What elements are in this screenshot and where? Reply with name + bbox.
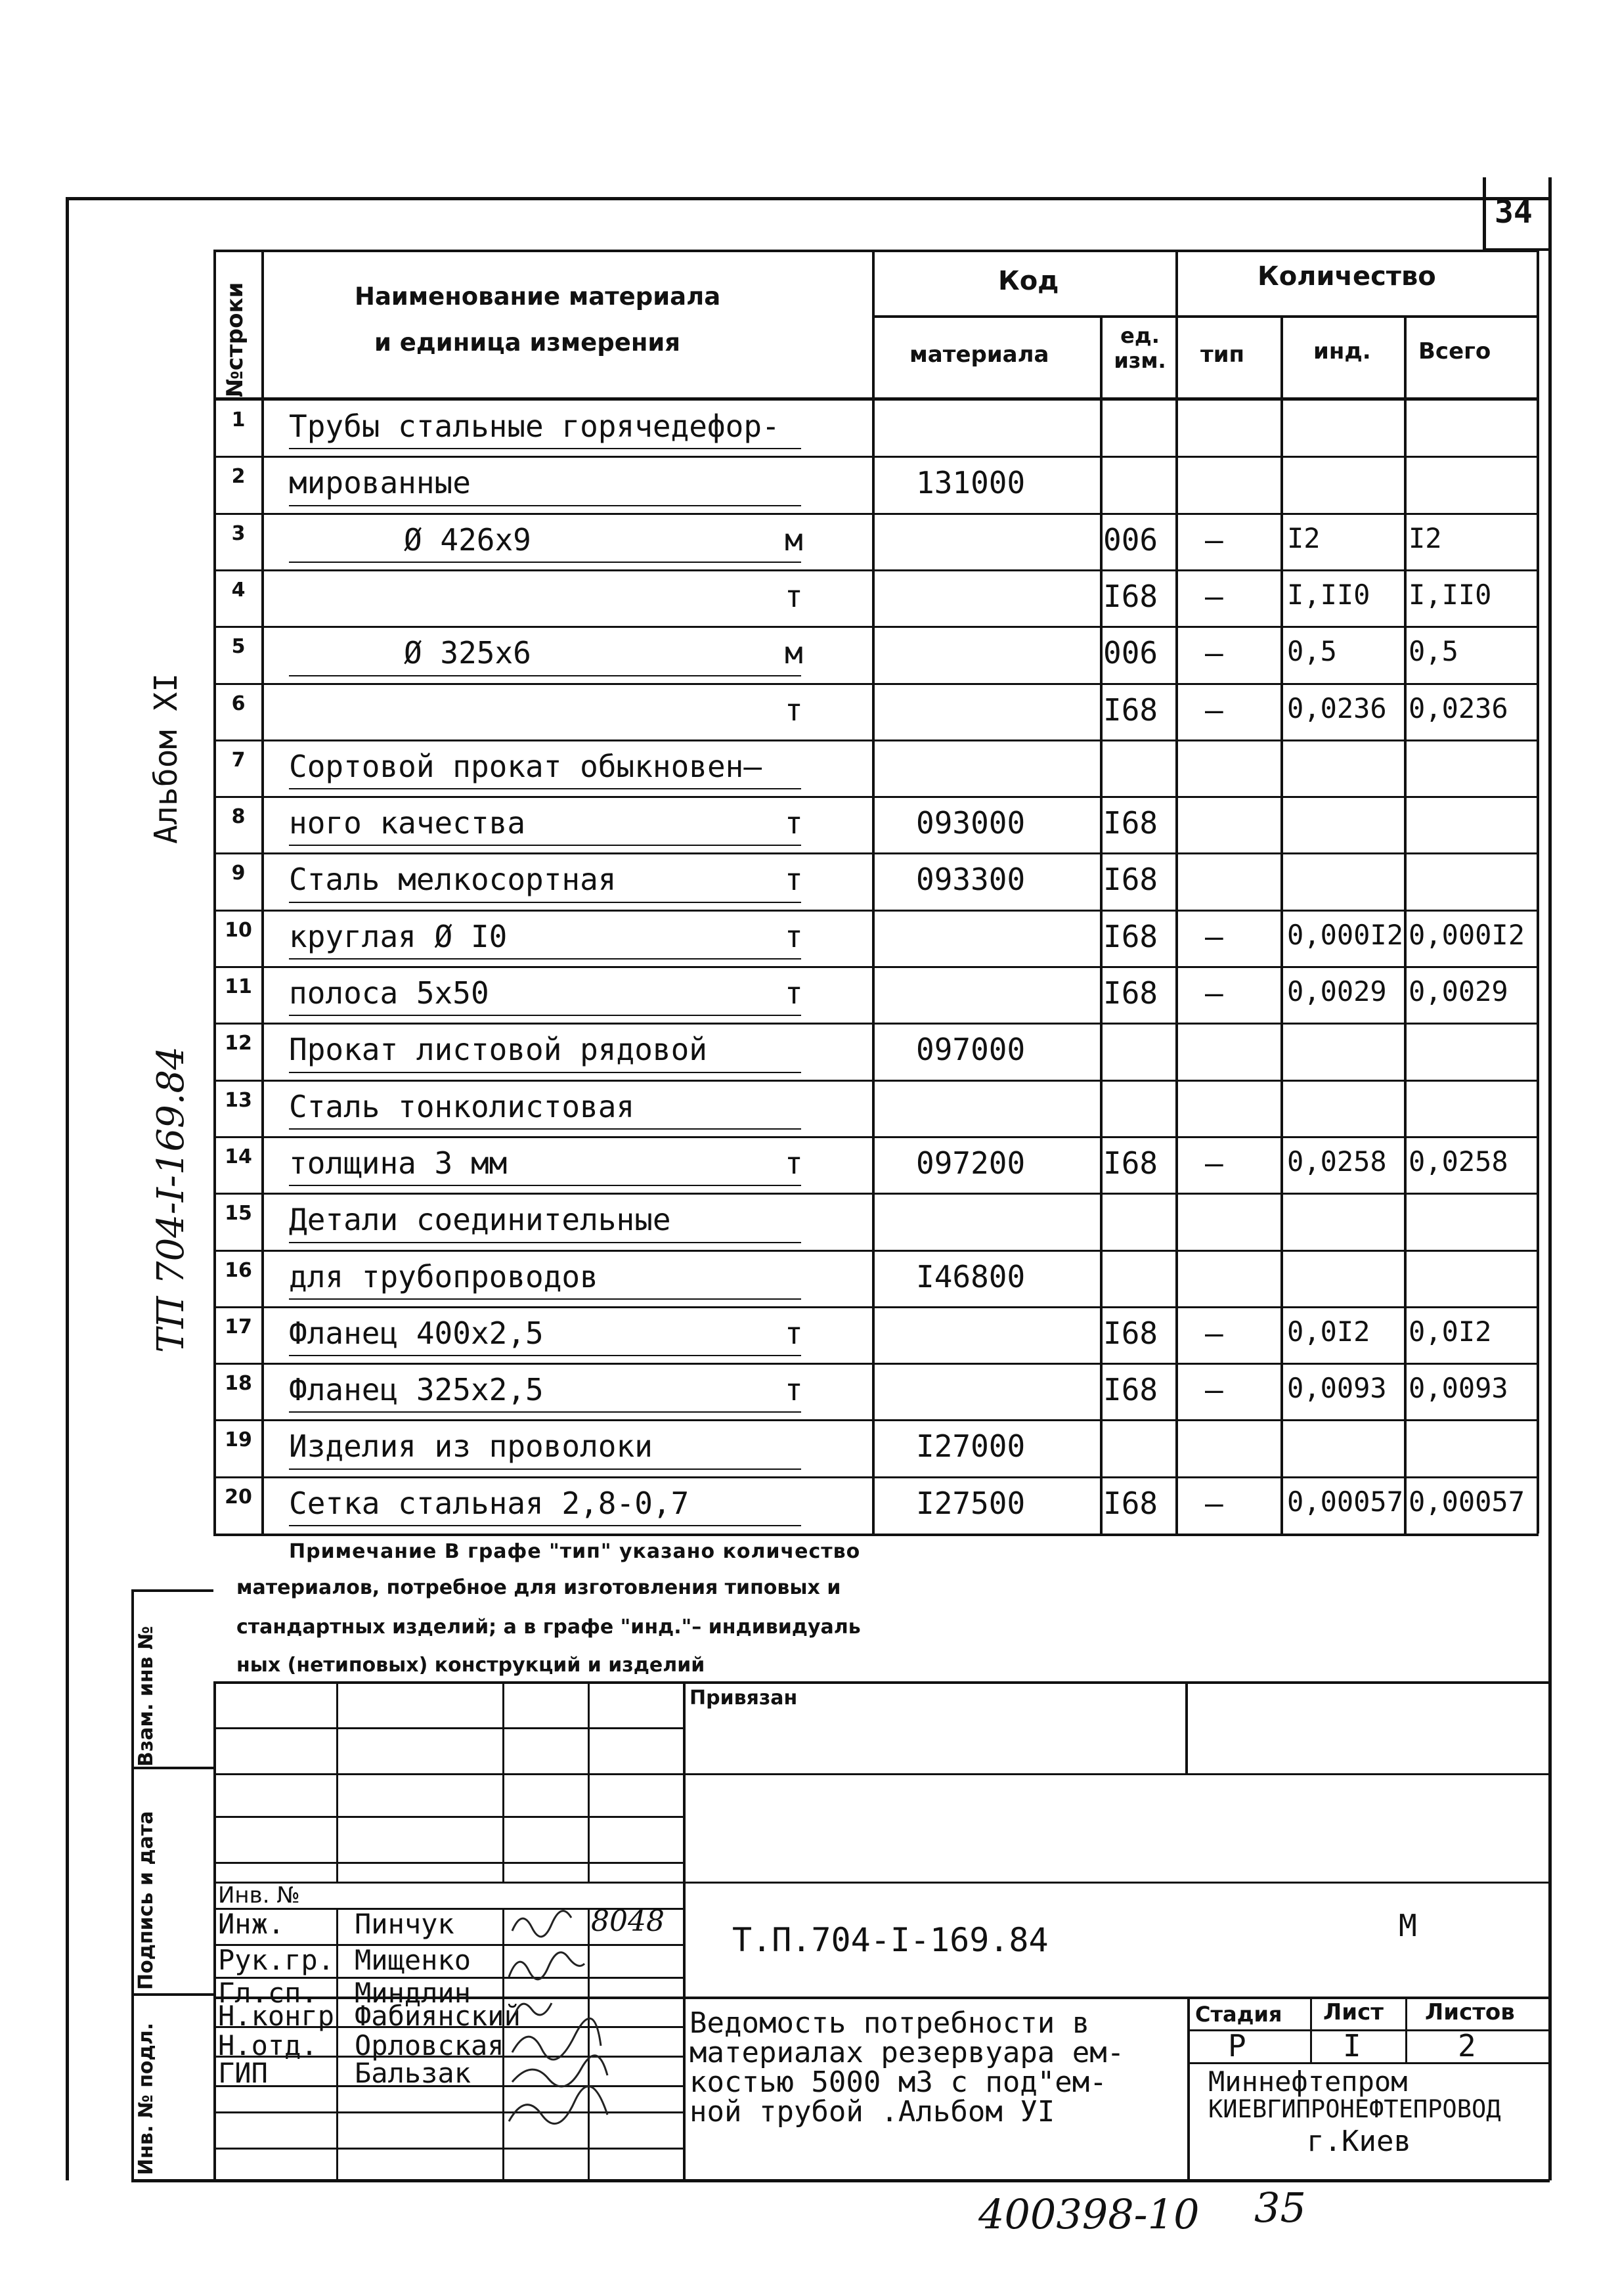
row-number: 10 xyxy=(225,918,252,942)
qty-total: 0,5 xyxy=(1409,635,1458,668)
qty-individual: 0,0029 xyxy=(1287,975,1387,1007)
name-underline xyxy=(289,1242,801,1243)
row-number: 3 xyxy=(231,521,246,545)
unit-code: I68 xyxy=(1103,975,1158,1011)
stamp-role: Н.отд. xyxy=(218,2029,318,2062)
name-underline xyxy=(289,562,801,563)
qty-type: – xyxy=(1205,1485,1223,1521)
row-divider xyxy=(213,683,1539,685)
material-name: Сетка стальная 2,8-0,7 xyxy=(289,1485,689,1521)
unit-code: 006 xyxy=(1103,635,1158,671)
stamp-person-name: Фабиянский xyxy=(355,2000,521,2032)
header-code-material: материала xyxy=(909,342,1049,368)
row-divider xyxy=(213,513,1539,515)
row-divider xyxy=(213,1023,1539,1025)
label-sign-date: Подпись и дата xyxy=(135,1811,158,1990)
qty-total: 0,000I2 xyxy=(1409,918,1525,951)
qty-total: 0,0258 xyxy=(1409,1145,1508,1178)
stamp-sheet-label: Лист xyxy=(1323,1999,1384,2025)
row-number: 6 xyxy=(231,692,246,715)
row-number: 17 xyxy=(225,1315,252,1338)
material-name: круглая Ø I0 xyxy=(289,918,508,954)
row-divider xyxy=(213,910,1539,912)
name-underline xyxy=(289,1525,801,1526)
stamp-role: Гл.сп. xyxy=(218,1977,318,2009)
stamp-title-line1: Ведомость потребности в xyxy=(689,2006,1090,2040)
row-divider xyxy=(213,1250,1539,1252)
header-code: Код xyxy=(998,266,1059,296)
qty-total: 0,00057 xyxy=(1409,1485,1525,1518)
unit-of-measure: т xyxy=(785,692,803,728)
row-divider xyxy=(213,456,1539,458)
material-code: 093000 xyxy=(916,805,1026,841)
album-label: Альбом XI xyxy=(148,673,185,844)
qty-type: – xyxy=(1205,521,1223,558)
stamp-sheets-label: Листов xyxy=(1425,1999,1515,2025)
note-line1: Примечание В графе "тип" указано количество xyxy=(289,1540,861,1563)
row-divider xyxy=(213,796,1539,798)
note-line2: материалов, потребное для изготовления типовых и xyxy=(236,1576,841,1599)
unit-of-measure: т xyxy=(785,862,803,898)
sheet-number: 34 xyxy=(1495,194,1533,231)
row-divider xyxy=(213,1193,1539,1195)
header-qty-ind: инд. xyxy=(1313,338,1371,364)
row-divider xyxy=(213,626,1539,628)
name-underline xyxy=(289,1355,801,1356)
material-code: I46800 xyxy=(916,1258,1026,1294)
name-underline xyxy=(289,788,801,789)
name-underline xyxy=(289,1185,801,1186)
material-name: Прокат листовой рядовой xyxy=(289,1032,707,1068)
material-name: Сортовой прокат обыкновен– xyxy=(289,748,762,784)
row-number: 8 xyxy=(231,805,246,829)
unit-of-measure: т xyxy=(785,918,803,954)
qty-individual: 0,000I2 xyxy=(1287,918,1404,951)
stamp-person-name: Миндлин xyxy=(355,1977,471,2009)
qty-individual: I2 xyxy=(1287,521,1321,554)
row-number: 5 xyxy=(231,635,246,659)
stamp-person-name: Орловская xyxy=(355,2029,504,2062)
material-code: 097200 xyxy=(916,1145,1026,1181)
row-number: 15 xyxy=(225,1202,252,1225)
qty-total: 0,0093 xyxy=(1409,1372,1508,1405)
header-name-line2: и единица измерения xyxy=(374,328,681,357)
stamp-role: Н.конгр xyxy=(218,2000,335,2032)
unit-of-measure: м xyxy=(785,635,803,671)
stamp-stage-label: Стадия xyxy=(1195,2002,1282,2027)
qty-type: – xyxy=(1205,635,1223,671)
name-underline xyxy=(289,505,801,506)
material-name: Сталь мелкосортная xyxy=(289,862,617,898)
qty-total: 0,0I2 xyxy=(1409,1315,1492,1348)
unit-code: I68 xyxy=(1103,1315,1158,1351)
qty-type: – xyxy=(1205,1145,1223,1181)
row-number: 20 xyxy=(225,1485,252,1509)
row-divider xyxy=(213,966,1539,968)
unit-of-measure: т xyxy=(785,578,803,614)
unit-code: I68 xyxy=(1103,578,1158,614)
signatures xyxy=(502,1905,614,2154)
note-line3: стандартных изделий; а в графе "инд."– индивидуаль xyxy=(236,1616,861,1639)
unit-code: I68 xyxy=(1103,805,1158,841)
stamp-title-line4: ной трубой .Альбом УI xyxy=(689,2095,1055,2129)
row-number: 2 xyxy=(231,465,246,489)
material-name: полоса 5x50 xyxy=(289,975,489,1011)
material-name: ного качества xyxy=(289,805,526,841)
stamp-org-line2: КИЕВГИПРОНЕФТЕПРОВОД xyxy=(1208,2095,1501,2123)
qty-type: – xyxy=(1205,578,1223,614)
row-number: 14 xyxy=(225,1145,252,1168)
name-underline xyxy=(289,1468,801,1470)
project-code-label: ТП 704-I-169.84 xyxy=(150,1046,192,1353)
header-name-line1: Наименование материала xyxy=(355,282,721,311)
header-row-no: №строки xyxy=(222,282,248,397)
stamp-org-line3: г.Киев xyxy=(1307,2125,1411,2158)
unit-of-measure: т xyxy=(785,975,803,1011)
qty-individual: 0,0I2 xyxy=(1287,1315,1370,1348)
qty-type: – xyxy=(1205,975,1223,1011)
stamp-privyazan: Привязан xyxy=(689,1687,798,1710)
stamp-sheet: I xyxy=(1343,2028,1361,2064)
row-number: 18 xyxy=(225,1372,252,1396)
header-code-unit: ед. изм. xyxy=(1114,323,1166,373)
material-name: Фланец 400x2,5 xyxy=(289,1315,544,1351)
row-divider xyxy=(213,852,1539,854)
stamp-role: ГИП xyxy=(218,2057,268,2089)
name-underline xyxy=(289,1072,801,1073)
stamp-inv-no: Инв. № xyxy=(218,1882,300,1909)
qty-type: – xyxy=(1205,918,1223,954)
qty-total: 0,0029 xyxy=(1409,975,1508,1007)
stamp-sheets: 2 xyxy=(1458,2028,1476,2064)
unit-code: I68 xyxy=(1103,1485,1158,1521)
qty-individual: I,II0 xyxy=(1287,578,1370,611)
material-code: I27000 xyxy=(916,1428,1026,1465)
material-name: Детали соединительные xyxy=(289,1202,671,1238)
row-number: 16 xyxy=(225,1258,252,1282)
qty-individual: 0,00057 xyxy=(1287,1485,1404,1518)
material-code: 093300 xyxy=(916,862,1026,898)
row-divider xyxy=(213,1306,1539,1308)
row-divider xyxy=(213,740,1539,741)
label-inv-orig: Инв. № подл. xyxy=(135,2022,158,2175)
material-name: Сталь тонколистовая xyxy=(289,1088,635,1124)
unit-of-measure: м xyxy=(785,521,803,558)
qty-type: – xyxy=(1205,1315,1223,1351)
material-name: Ø 426x9 xyxy=(404,521,531,558)
header-quantity: Количество xyxy=(1258,261,1436,292)
unit-code: 006 xyxy=(1103,521,1158,558)
material-code: I27500 xyxy=(916,1485,1026,1521)
label-inv-replace: Взам. инв № xyxy=(135,1625,158,1767)
row-divider xyxy=(213,1476,1539,1478)
row-number: 11 xyxy=(225,975,252,998)
name-underline xyxy=(289,675,801,676)
row-number: 1 xyxy=(231,408,246,431)
name-underline xyxy=(289,1015,801,1016)
unit-code: I68 xyxy=(1103,692,1158,728)
unit-code: I68 xyxy=(1103,862,1158,898)
row-number: 19 xyxy=(225,1428,252,1452)
stamp-mark: М xyxy=(1399,1908,1417,1943)
material-name: Ø 325x6 xyxy=(404,635,531,671)
name-underline xyxy=(289,845,801,846)
qty-individual: 0,5 xyxy=(1287,635,1337,668)
material-name: Трубы стальные горячедефор- xyxy=(289,408,780,444)
header-qty-type: тип xyxy=(1200,342,1245,368)
row-divider xyxy=(213,1363,1539,1365)
material-name: Фланец 325x2,5 xyxy=(289,1372,544,1408)
qty-total: I2 xyxy=(1409,521,1442,554)
row-divider xyxy=(213,569,1539,571)
name-underline xyxy=(289,902,801,903)
stamp-person-name: Пинчук xyxy=(355,1908,454,1940)
name-underline xyxy=(289,448,801,449)
row-divider xyxy=(213,1080,1539,1082)
qty-total: 0,0236 xyxy=(1409,692,1508,724)
unit-code: I68 xyxy=(1103,918,1158,954)
row-number: 12 xyxy=(225,1032,252,1055)
row-number: 4 xyxy=(231,578,246,602)
material-name: мированные xyxy=(289,465,471,501)
unit-of-measure: т xyxy=(785,1372,803,1408)
row-divider xyxy=(213,1419,1539,1421)
stamp-role: Рук.гр. xyxy=(218,1944,335,1976)
qty-type: – xyxy=(1205,1372,1223,1408)
unit-of-measure: т xyxy=(785,805,803,841)
qty-total: I,II0 xyxy=(1409,578,1492,611)
name-underline xyxy=(289,958,801,960)
unit-of-measure: т xyxy=(785,1315,803,1351)
material-name: толщина 3 мм xyxy=(289,1145,508,1181)
unit-code: I68 xyxy=(1103,1145,1158,1181)
row-divider xyxy=(213,1136,1539,1138)
stamp-title-line3: костью 5000 м3 с под"ем- xyxy=(689,2065,1107,2099)
stamp-sign-date: 8048 xyxy=(591,1905,665,1938)
name-underline xyxy=(289,1411,801,1413)
material-code: 131000 xyxy=(916,465,1026,501)
stamp-title-line2: материалах резервуара ем- xyxy=(689,2036,1125,2069)
stamp-person-name: Мищенко xyxy=(355,1944,471,1976)
qty-individual: 0,0093 xyxy=(1287,1372,1387,1405)
row-number: 13 xyxy=(225,1088,252,1112)
row-number: 9 xyxy=(231,862,246,885)
stamp-person-name: Бальзак xyxy=(355,2057,471,2089)
material-code: 097000 xyxy=(916,1032,1026,1068)
unit-of-measure: т xyxy=(785,1145,803,1181)
stamp-org-line1: Миннефтепром xyxy=(1208,2065,1408,2098)
name-underline xyxy=(289,1298,801,1300)
header-qty-total: Всего xyxy=(1418,338,1491,364)
stamp-doc-code: Т.П.704-I-169.84 xyxy=(732,1921,1049,1959)
name-underline xyxy=(289,1128,801,1130)
row-number: 7 xyxy=(231,748,246,772)
material-name: Изделия из проволоки xyxy=(289,1428,653,1465)
stamp-stage: Р xyxy=(1228,2028,1246,2064)
stamp-role: Инж. xyxy=(218,1908,285,1940)
material-name: для трубопроводов xyxy=(289,1258,598,1294)
qty-individual: 0,0236 xyxy=(1287,692,1387,724)
note-line4: ных (нетиповых) конструкций и изделий xyxy=(236,1654,705,1677)
qty-type: – xyxy=(1205,692,1223,728)
footer-handwritten-number: 400398-10 xyxy=(978,2190,1200,2238)
qty-individual: 0,0258 xyxy=(1287,1145,1387,1178)
unit-code: I68 xyxy=(1103,1372,1158,1408)
footer-page: 35 xyxy=(1254,2184,1306,2232)
